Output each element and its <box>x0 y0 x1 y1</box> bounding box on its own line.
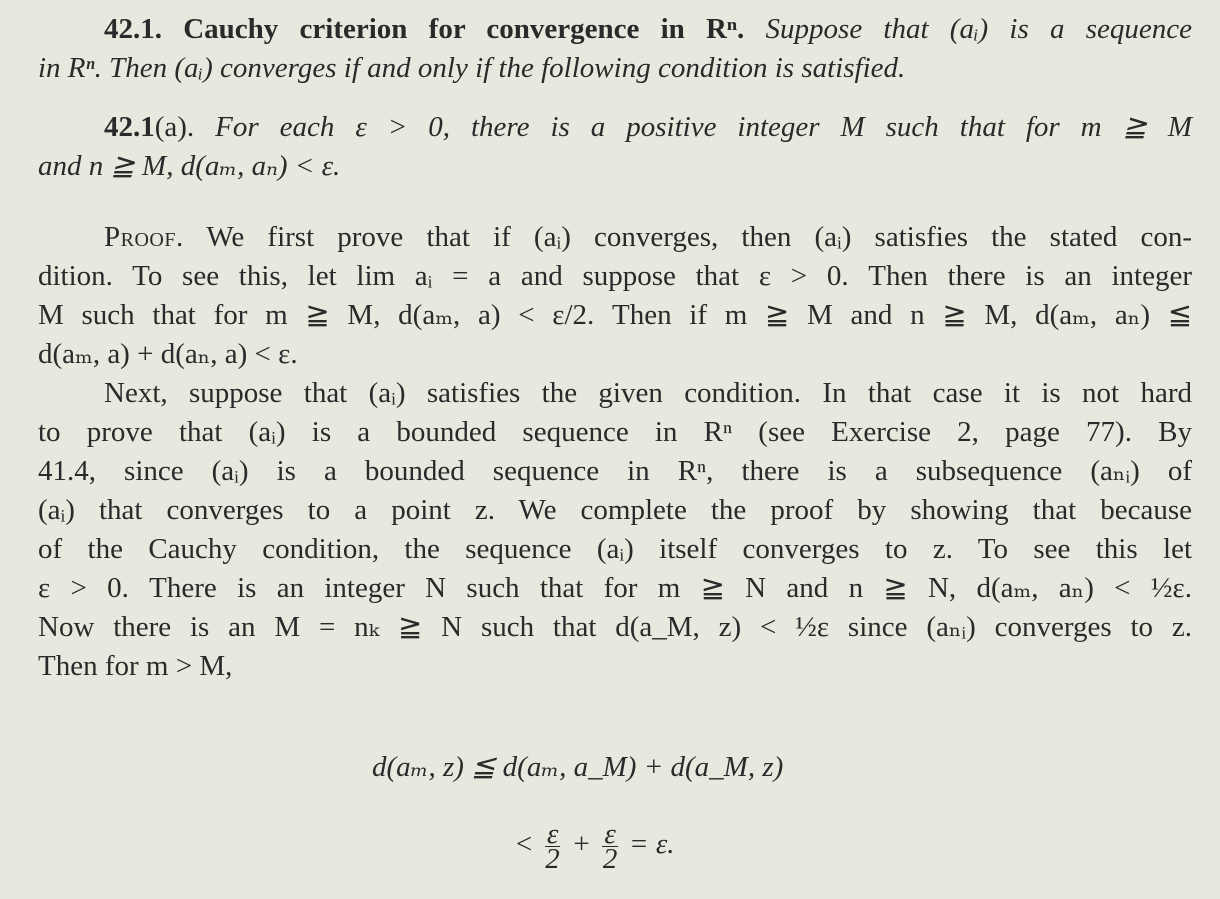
display-equation-1: d(aₘ, z) ≦ d(aₘ, a_M) + d(a_M, z) <box>372 751 784 783</box>
fraction-epsilon-half-1: $\frac{\varepsilon}{2}$ <box>545 818 560 875</box>
proof-text-8: (aᵢ) that converges to a point z. We complete the proof by showing that because <box>38 494 1192 526</box>
proof-text-12: Then for m > M, <box>38 650 233 682</box>
proof-text-1: We first prove that if (aᵢ) converges, then (aᵢ) satisfies the stated con- <box>206 221 1192 253</box>
theorem-line-1 <box>38 10 1192 49</box>
display-plus: + <box>571 828 592 861</box>
proof-text-9: of the Cauchy condition, the sequence (aᵢ) itself converges to z. To see this let <box>38 533 1192 565</box>
display-less-than: < <box>514 828 534 861</box>
condition-label: (a). <box>154 111 195 143</box>
theorem-number: 42.1. <box>104 13 162 45</box>
proof-text-11: Now there is an M = nₖ ≧ N such that d(a_M, z) < ½ε since (aₙᵢ) converges to z. <box>38 611 1192 643</box>
display-result: = ε. <box>629 828 675 861</box>
fraction-epsilon-half-2: $\frac{\varepsilon}{2}$ <box>602 818 618 875</box>
theorem-statement-1: Suppose that (aᵢ) is a sequence <box>765 13 1192 45</box>
proof-text-7: 41.4, since (aᵢ) is a bounded sequence in Rⁿ, there is a subsequence (aₙᵢ) of <box>38 455 1192 487</box>
proof-text-2: dition. To see this, let lim aᵢ = a and suppose that ε > 0. Then there is an integer <box>38 260 1192 292</box>
theorem-heading: Cauchy criterion for convergence in Rⁿ. <box>183 13 745 45</box>
proof-text-4: d(aₘ, a) + d(aₙ, a) < ε. <box>38 338 298 370</box>
display-equation-2 <box>514 818 675 875</box>
proof-line-1 <box>38 218 1192 257</box>
condition-number: 42.1 <box>104 111 155 143</box>
condition-line-1 <box>38 108 1192 147</box>
condition-text-1: For each ε > 0, there is a positive integer M such that for m ≧ M <box>215 111 1192 143</box>
theorem-statement-2: in Rⁿ. Then (aᵢ) converges if and only if the following condition is satisfied. <box>38 52 906 84</box>
proof-text-3: M such that for m ≧ M, d(aₘ, a) < ε/2. Then if m ≧ M and n ≧ M, d(aₘ, aₙ) ≦ <box>38 299 1192 331</box>
proof-text-10: ε > 0. There is an integer N such that for m ≧ N and n ≧ N, d(aₘ, aₙ) < ½ε. <box>38 572 1192 604</box>
proof-text-5: Next, suppose that (aᵢ) satisfies the given condition. In that case it is not hard <box>104 377 1192 409</box>
condition-text-2: and n ≧ M, d(aₘ, aₙ) < ε. <box>38 150 341 182</box>
proof-text-6: to prove that (aᵢ) is a bounded sequence in Rⁿ (see Exercise 2, page 77). By <box>38 416 1192 448</box>
proof-label: Proof. <box>104 221 184 253</box>
